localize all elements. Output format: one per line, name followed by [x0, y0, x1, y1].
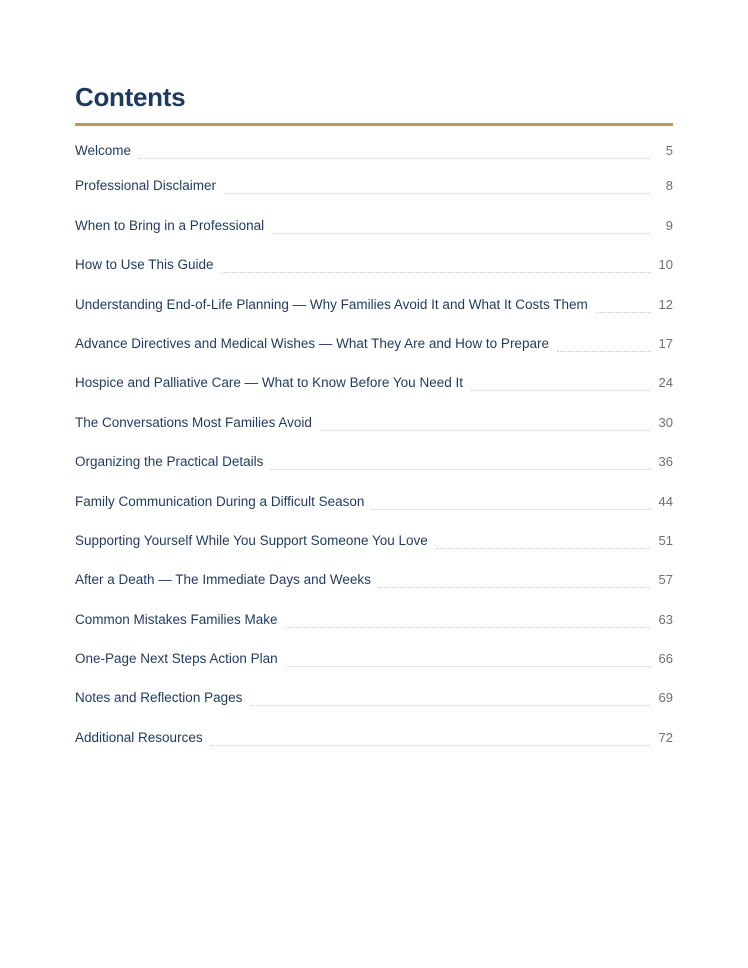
toc-entry-title[interactable]: Hospice and Palliative Care — What to Know Before You Need It: [75, 375, 463, 391]
toc-entry-title[interactable]: Supporting Yourself While You Support Someone You Love: [75, 532, 428, 548]
dot-leader: [139, 158, 651, 159]
toc-entry[interactable]: [75, 361, 673, 400]
toc-entry[interactable]: [75, 140, 673, 164]
toc-entry-page-number: 66: [658, 651, 673, 667]
dot-leader: [211, 745, 651, 746]
toc-entry-title[interactable]: Advance Directives and Medical Wishes — What They Are and How to Prepare: [75, 335, 549, 351]
toc-entry-page-number: 10: [658, 257, 673, 273]
dot-leader: [471, 390, 651, 391]
toc-entry-title[interactable]: Understanding End-of-Life Planning — Why Families Avoid It and What It Costs Them: [75, 296, 588, 312]
dot-leader: [222, 272, 651, 273]
toc-entry-page-number: 63: [658, 611, 673, 627]
toc-entry[interactable]: [75, 558, 673, 597]
toc-entry[interactable]: [75, 637, 673, 676]
toc-entry[interactable]: [75, 282, 673, 321]
toc-entry-page-number: 24: [658, 375, 673, 391]
toc-entry-page-number: 5: [665, 143, 673, 158]
toc-entry-title[interactable]: Welcome: [75, 143, 132, 158]
toc-entry[interactable]: [75, 715, 673, 754]
dot-leader: [271, 469, 650, 470]
toc-entry-page-number: 51: [658, 532, 673, 548]
toc-entry[interactable]: [75, 203, 673, 242]
dot-leader: [286, 666, 651, 667]
toc-entry-title[interactable]: Additional Resources: [75, 729, 203, 745]
contents-page: [75, 80, 673, 755]
dot-leader: [250, 705, 650, 706]
toc-entry-page-number: 72: [658, 729, 673, 745]
dot-leader: [596, 312, 651, 313]
toc-entry[interactable]: [75, 479, 673, 518]
toc-entry-title[interactable]: Common Mistakes Families Make: [75, 611, 278, 627]
toc-entry[interactable]: [75, 400, 673, 439]
dot-leader: [286, 627, 651, 628]
toc-entry[interactable]: [75, 597, 673, 636]
toc-entry-title[interactable]: The Conversations Most Families Avoid: [75, 414, 312, 430]
toc-entry-page-number: 17: [658, 335, 673, 351]
dot-leader: [372, 509, 650, 510]
toc-entry-page-number: 8: [665, 178, 673, 194]
toc-entry-title[interactable]: How to Use This Guide: [75, 257, 214, 273]
toc-entry-page-number: 9: [665, 217, 673, 233]
toc-entry-page-number: 36: [658, 454, 673, 470]
toc-entry-title[interactable]: When to Bring in a Professional: [75, 217, 265, 233]
dot-leader: [272, 233, 651, 234]
toc-entry-title[interactable]: Notes and Reflection Pages: [75, 690, 243, 706]
title-divider: [75, 123, 673, 126]
toc-entry[interactable]: [75, 243, 673, 282]
toc-entry-title[interactable]: One-Page Next Steps Action Plan: [75, 651, 278, 667]
toc-entry[interactable]: [75, 440, 673, 479]
toc-entry-title[interactable]: Professional Disclaimer: [75, 178, 217, 194]
toc-entry-page-number: 69: [658, 690, 673, 706]
dot-leader: [224, 193, 651, 194]
toc-entry-title[interactable]: Family Communication During a Difficult Season: [75, 493, 365, 509]
toc-entry-page-number: 30: [658, 414, 673, 430]
toc-entry-page-number: 44: [658, 493, 673, 509]
toc-entry-page-number: 12: [658, 296, 673, 312]
toc-entry[interactable]: [75, 676, 673, 715]
toc-entry-title[interactable]: After a Death — The Immediate Days and Weeks: [75, 572, 371, 588]
dot-leader: [557, 351, 651, 352]
dot-leader: [379, 587, 651, 588]
toc-entry-title[interactable]: Organizing the Practical Details: [75, 454, 264, 470]
toc-entry[interactable]: [75, 322, 673, 361]
toc-entry[interactable]: [75, 164, 673, 203]
toc-entry-page-number: 57: [658, 572, 673, 588]
dot-leader: [436, 548, 651, 549]
toc-entry[interactable]: [75, 519, 673, 558]
table-of-contents: [75, 140, 673, 755]
page-title: Contents: [75, 82, 186, 112]
dot-leader: [320, 430, 651, 431]
